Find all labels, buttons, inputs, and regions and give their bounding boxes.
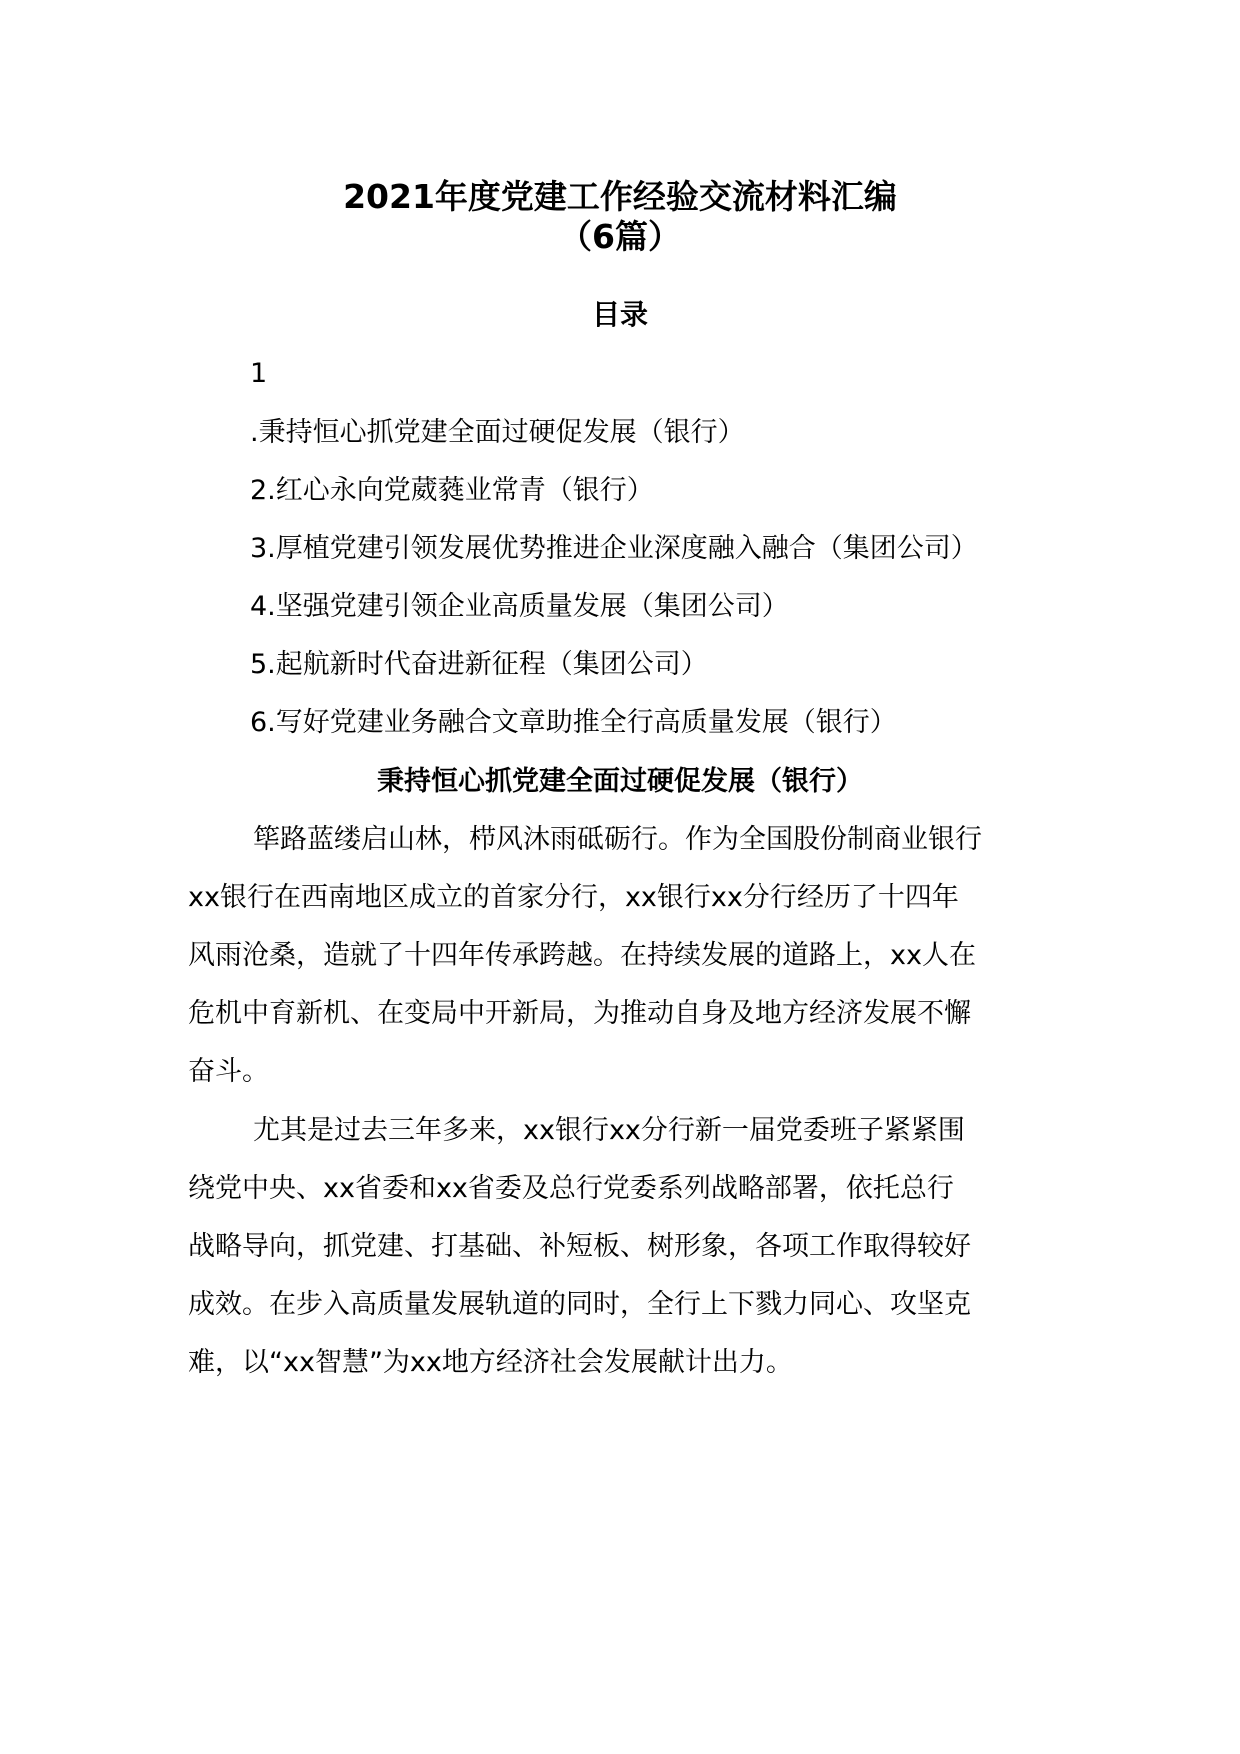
document-subtitle: （6篇） xyxy=(559,217,681,256)
paragraph-line: xx银行在西南地区成立的首家分行，xx银行xx分行经历了十四年 xyxy=(188,882,959,913)
paragraph-line: 奋斗。 xyxy=(188,1056,269,1087)
toc-item: 3.厚植党建引领发展优势推进企业深度融入融合（集团公司） xyxy=(250,533,978,564)
paragraph-line: 成效。在步入高质量发展轨道的同时，全行上下戮力同心、攻坚克 xyxy=(188,1289,971,1320)
toc-item: 5.起航新时代奋进新征程（集团公司） xyxy=(250,649,708,680)
paragraph-line: 难，以“xx智慧”为xx地方经济社会发展献计出力。 xyxy=(188,1347,793,1378)
document-title: 2021年度党建工作经验交流材料汇编 xyxy=(343,177,897,216)
paragraph-line: 筚路蓝缕启山林，栉风沐雨砥砺行。作为全国股份制商业银行 xyxy=(253,824,982,855)
toc-item: 1 xyxy=(250,358,268,389)
toc-item: .秉持恒心抓党建全面过硬促发展（银行） xyxy=(250,417,745,448)
toc-item: 4.坚强党建引领企业高质量发展（集团公司） xyxy=(250,591,789,622)
toc-heading: 目录 xyxy=(591,298,648,331)
paragraph-line: 风雨沧桑，造就了十四年传承跨越。在持续发展的道路上，xx人在 xyxy=(188,940,976,971)
paragraph-line: 绕党中央、xx省委和xx省委及总行党委系列战略部署，依托总行 xyxy=(188,1173,954,1204)
paragraph-line: 战略导向，抓党建、打基础、补短板、树形象，各项工作取得较好 xyxy=(188,1231,971,1262)
paragraph-line: 危机中育新机、在变局中开新局，为推动自身及地方经济发展不懈 xyxy=(188,998,971,1029)
paragraph-line: 尤其是过去三年多来，xx银行xx分行新一届党委班子紧紧围 xyxy=(253,1115,965,1146)
toc-item: 6.写好党建业务融合文章助推全行高质量发展（银行） xyxy=(250,707,897,738)
section-title: 秉持恒心抓党建全面过硬促发展（银行） xyxy=(377,766,863,797)
toc-item: 2.红心永向党葳蕤业常青（银行） xyxy=(250,475,654,506)
